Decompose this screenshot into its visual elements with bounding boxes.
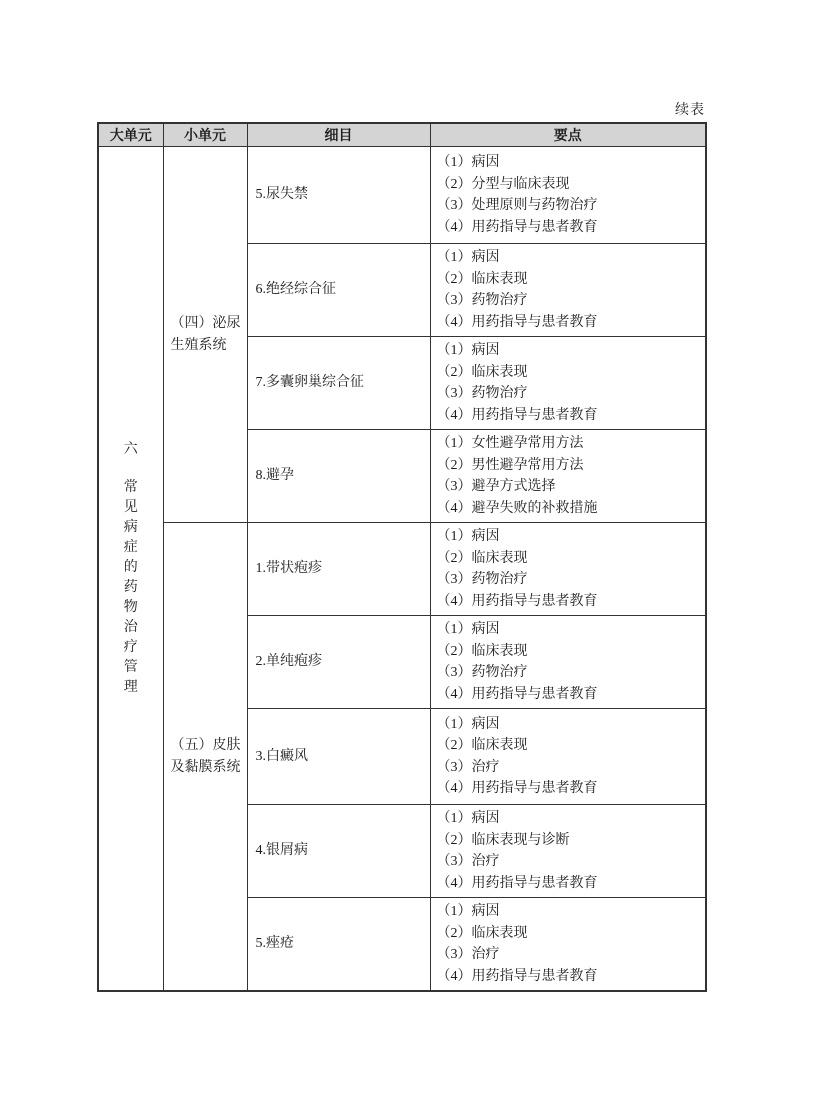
- key-point-line: （3）治疗: [436, 759, 500, 775]
- item-cell: 3.白癜风: [247, 709, 430, 805]
- key-point-line: （2）临床表现: [436, 925, 528, 941]
- table-body: [98, 147, 706, 992]
- item-cell: 5.痤疮: [247, 898, 430, 992]
- key-point-line: （2）临床表现: [436, 271, 528, 287]
- table-row: [98, 523, 706, 616]
- key-point-line: （2）临床表现: [436, 738, 528, 753]
- key-point-line: （4）用药指导与患者教育: [436, 314, 598, 330]
- key-points-cell: [430, 337, 706, 430]
- key-point-line: （2）临床表现与诊断: [436, 832, 570, 848]
- major-unit-vertical-text: [99, 440, 163, 698]
- key-points-cell: [430, 430, 706, 523]
- major-unit-char: 物: [123, 599, 138, 615]
- header-row: [98, 123, 706, 147]
- key-points-cell: [430, 616, 706, 709]
- key-point-line: （3）治疗: [436, 947, 500, 962]
- key-point-line: （3）治疗: [436, 854, 500, 869]
- key-point-line: （4）避孕失败的补救措施: [436, 500, 598, 516]
- major-unit-char: 理: [123, 679, 138, 695]
- key-point-line: （4）用药指导与患者教育: [436, 968, 598, 984]
- key-point-line: （3）避孕方式选择: [436, 479, 556, 494]
- key-point-line: （3）药物治疗: [436, 665, 528, 680]
- key-point-line: （1）病因: [436, 716, 500, 732]
- major-unit-char: 的: [123, 559, 138, 575]
- key-point-line: （4）用药指导与患者教育: [436, 686, 598, 702]
- key-points-cell: [430, 523, 706, 616]
- key-point-line: （2）男性避孕常用方法: [436, 457, 584, 473]
- key-point-line: （1）病因: [436, 155, 500, 170]
- table-row: [98, 147, 706, 244]
- major-unit-number: 六: [123, 441, 138, 457]
- key-point-line: （4）用药指导与患者教育: [436, 219, 598, 235]
- key-point-line: （2）临床表现: [436, 364, 528, 380]
- key-point-line: （3）药物治疗: [436, 386, 528, 401]
- key-point-line: （2）临床表现: [436, 643, 528, 659]
- major-unit-char: 常: [123, 479, 138, 495]
- key-points-cell: [430, 709, 706, 805]
- key-point-line: （3）药物治疗: [436, 293, 528, 308]
- key-point-line: （4）用药指导与患者教育: [436, 781, 598, 796]
- key-point-line: （1）女性避孕常用方法: [436, 436, 584, 451]
- column-header-0: 大单元: [98, 123, 163, 147]
- major-unit-char: 管: [123, 659, 138, 675]
- key-point-line: （2）分型与临床表现: [436, 176, 570, 192]
- key-point-line: （1）病因: [436, 622, 500, 637]
- major-unit-char: 症: [123, 539, 138, 555]
- major-unit-cell: [98, 147, 163, 992]
- major-unit-char: 治: [123, 619, 138, 635]
- item-cell: 6.绝经综合征: [247, 244, 430, 337]
- key-points-cell: [430, 244, 706, 337]
- key-points-cell: [430, 898, 706, 992]
- key-point-line: （1）病因: [436, 343, 500, 358]
- syllabus-table: [97, 122, 707, 992]
- key-point-line: （1）病因: [436, 811, 500, 826]
- key-point-line: （3）药物治疗: [436, 572, 528, 587]
- key-points-cell: [430, 805, 706, 898]
- item-cell: 4.银屑病: [247, 805, 430, 898]
- major-unit-char: 见: [123, 499, 138, 515]
- column-header-3: 要点: [430, 123, 706, 147]
- key-point-line: （2）临床表现: [436, 550, 528, 566]
- continued-table-label: 续表: [675, 103, 705, 118]
- major-unit-char: 病: [123, 519, 138, 535]
- key-point-line: （4）用药指导与患者教育: [436, 593, 598, 609]
- item-cell: 1.带状疱疹: [247, 523, 430, 616]
- key-point-line: （1）病因: [436, 250, 500, 265]
- key-points-cell: [430, 147, 706, 244]
- item-cell: 5.尿失禁: [247, 147, 430, 244]
- item-cell: 8.避孕: [247, 430, 430, 523]
- key-point-line: （3）处理原则与药物治疗: [436, 198, 598, 213]
- item-cell: 2.单纯疱疹: [247, 616, 430, 709]
- major-unit-char: 药: [123, 579, 138, 595]
- major-unit-char: 疗: [123, 639, 138, 655]
- key-point-line: （1）病因: [436, 529, 500, 544]
- key-point-line: （4）用药指导与患者教育: [436, 407, 598, 423]
- key-point-line: （4）用药指导与患者教育: [436, 875, 598, 891]
- sub-unit-cell: （四）泌尿生殖系统: [163, 147, 247, 523]
- item-cell: 7.多囊卵巢综合征: [247, 337, 430, 430]
- sub-unit-cell: （五）皮肤及黏膜系统: [163, 523, 247, 992]
- column-header-1: 小单元: [163, 123, 247, 147]
- column-header-2: 细目: [247, 123, 430, 147]
- key-point-line: （1）病因: [436, 904, 500, 919]
